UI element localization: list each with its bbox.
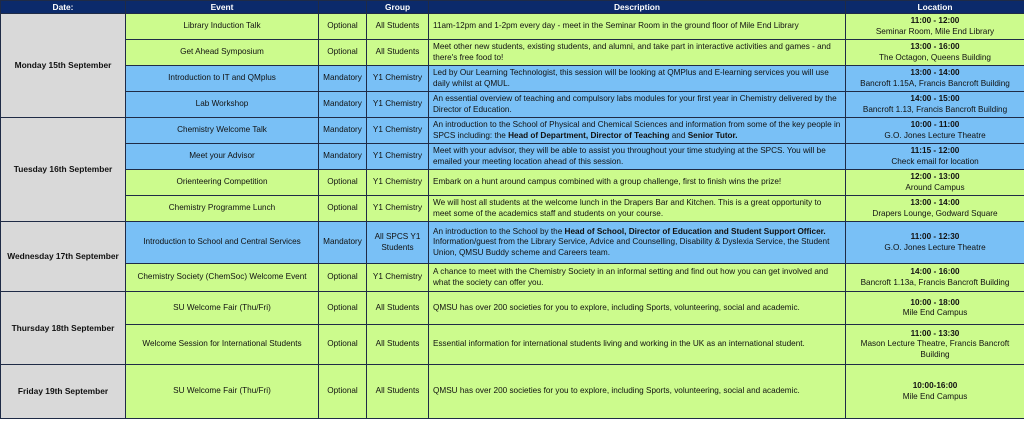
- requirement-cell: Mandatory: [319, 144, 367, 170]
- requirement-cell: Optional: [319, 40, 367, 66]
- table-row: [1, 325, 1024, 365]
- table-row: [1, 365, 1024, 419]
- event-cell: SU Welcome Fair (Thu/Fri): [126, 292, 319, 325]
- event-cell: Chemistry Welcome Talk: [126, 118, 319, 144]
- location-place: Bancroft 1.13, Francis Bancroft Building: [862, 104, 1008, 114]
- location-time: 12:00 - 13:00: [910, 172, 960, 182]
- description-cell: 11am-12pm and 1-2pm every day - meet in the Seminar Room in the ground floor of Mile End Library: [429, 14, 846, 40]
- location-cell: [846, 170, 1024, 196]
- event-cell: Chemistry Society (ChemSoc) Welcome Event: [126, 264, 319, 292]
- location-cell: [846, 264, 1024, 292]
- event-cell: Library Induction Talk: [126, 14, 319, 40]
- event-cell: SU Welcome Fair (Thu/Fri): [126, 365, 319, 419]
- group-cell: All Students: [367, 40, 429, 66]
- table-row: [1, 118, 1024, 144]
- group-cell: All Students: [367, 292, 429, 325]
- location-time: 10:00-16:00: [912, 381, 958, 391]
- location-time: 13:00 - 14:00: [910, 198, 960, 208]
- header-event: Event: [126, 1, 319, 14]
- group-cell: All SPCS Y1 Students: [367, 222, 429, 264]
- location-time: 11:00 - 12:30: [910, 232, 960, 242]
- location-place: Bancroft 1.15A, Francis Bancroft Building: [860, 78, 1010, 88]
- location-place: Seminar Room, Mile End Library: [875, 26, 995, 36]
- location-time: 13:00 - 14:00: [910, 68, 960, 78]
- requirement-cell: Mandatory: [319, 118, 367, 144]
- location-place: Mile End Campus: [902, 391, 968, 401]
- requirement-cell: Optional: [319, 264, 367, 292]
- header-row: [1, 1, 1024, 14]
- description-cell: QMSU has over 200 societies for you to explore, including Sports, volunteering, social and academic.: [429, 365, 846, 419]
- location-cell: [846, 196, 1024, 222]
- table-row: [1, 170, 1024, 196]
- date-cell: Monday 15th September: [1, 14, 126, 118]
- location-time: 13:00 - 16:00: [910, 42, 960, 52]
- description-cell: QMSU has over 200 societies for you to explore, including Sports, volunteering, social and academic.: [429, 292, 846, 325]
- description-cell: A chance to meet with the Chemistry Society in an informal setting and find out how you can get involved and what the society can offer you.: [429, 264, 846, 292]
- location-time: 11:00 - 12:00: [910, 16, 960, 26]
- location-time: 14:00 - 15:00: [910, 94, 960, 104]
- location-place: The Octagon, Queens Building: [879, 52, 991, 62]
- event-cell: Lab Workshop: [126, 92, 319, 118]
- location-cell: [846, 40, 1024, 66]
- location-time: 11:15 - 12:00: [910, 146, 960, 156]
- location-place: Mile End Campus: [902, 308, 968, 317]
- group-cell: Y1 Chemistry: [367, 264, 429, 292]
- description-cell: Led by Our Learning Technologist, this session will be looking at QMPlus and E-learning services you will use daily whilst at QMUL.: [429, 66, 846, 92]
- group-cell: Y1 Chemistry: [367, 118, 429, 144]
- event-cell: Chemistry Programme Lunch: [126, 196, 319, 222]
- location-place: G.O. Jones Lecture Theatre: [884, 130, 986, 140]
- location-place: Around Campus: [905, 182, 965, 192]
- requirement-cell: Optional: [319, 170, 367, 196]
- group-cell: All Students: [367, 365, 429, 419]
- location-cell: [846, 92, 1024, 118]
- group-cell: Y1 Chemistry: [367, 92, 429, 118]
- location-cell: [846, 365, 1024, 419]
- event-cell: Get Ahead Symposium: [126, 40, 319, 66]
- requirement-cell: Mandatory: [319, 92, 367, 118]
- location-cell: [846, 222, 1024, 264]
- description-cell: Meet with your advisor, they will be able to assist you throughout your time studying at the SPCS. You will be emailed your meeting location ahead of this session.: [429, 144, 846, 170]
- description-cell: An essential overview of teaching and compulsory labs modules for your first year in Chemistry delivered by the Director of Education.: [429, 92, 846, 118]
- location-cell: [846, 66, 1024, 92]
- location-cell: [846, 14, 1024, 40]
- group-cell: Y1 Chemistry: [367, 144, 429, 170]
- requirement-cell: Mandatory: [319, 222, 367, 264]
- event-cell: Introduction to School and Central Services: [126, 222, 319, 264]
- location-time: 10:00 - 18:00: [910, 297, 960, 307]
- table-row: [1, 196, 1024, 222]
- table-row: [1, 222, 1024, 264]
- requirement-cell: Optional: [319, 196, 367, 222]
- table-row: [1, 40, 1024, 66]
- location-place: G.O. Jones Lecture Theatre: [884, 242, 986, 252]
- location-time: 14:00 - 16:00: [910, 267, 960, 277]
- date-cell: Friday 19th September: [1, 365, 126, 419]
- location-place: Drapers Lounge, Godward Square: [872, 208, 998, 218]
- event-cell: Welcome Session for International Students: [126, 325, 319, 365]
- requirement-cell: Optional: [319, 14, 367, 40]
- table-row: [1, 92, 1024, 118]
- location-place: Mason Lecture Theatre, Francis Bancroft Building: [860, 339, 1010, 359]
- table-row: [1, 66, 1024, 92]
- requirement-cell: Optional: [319, 325, 367, 365]
- table-row: [1, 292, 1024, 325]
- location-place: Check email for location: [891, 156, 979, 166]
- date-cell: Thursday 18th September: [1, 292, 126, 365]
- header-requirement: [319, 1, 367, 14]
- location-place: Bancroft 1.13a, Francis Bancroft Building: [860, 277, 1010, 287]
- location-time: 10:00 - 11:00: [910, 120, 960, 130]
- header-date: Date:: [1, 1, 126, 14]
- location-cell: [846, 118, 1024, 144]
- table-row: [1, 14, 1024, 40]
- location-time: 11:00 - 13:30: [910, 329, 960, 339]
- location-cell: [846, 292, 1024, 325]
- group-cell: All Students: [367, 325, 429, 365]
- description-cell: Meet other new students, existing students, and alumni, and take part in interactive activities and games - and there's free food to!: [429, 40, 846, 66]
- requirement-cell: Optional: [319, 365, 367, 419]
- description-cell: Essential information for international students living and working in the UK as an international student.: [429, 325, 846, 365]
- requirement-cell: Mandatory: [319, 66, 367, 92]
- group-cell: All Students: [367, 14, 429, 40]
- date-cell: Tuesday 16th September: [1, 118, 126, 222]
- requirement-cell: Optional: [319, 292, 367, 325]
- event-cell: Orienteering Competition: [126, 170, 319, 196]
- date-cell: Wednesday 17th September: [1, 222, 126, 292]
- description-cell: Embark on a hunt around campus combined with a group challenge, first to finish wins the prize!: [429, 170, 846, 196]
- header-location: Location: [846, 1, 1024, 14]
- description-cell: An introduction to the School by the Head of School, Director of Education and Student Support Officer. Information/guest from the Library Service, Advice and Counselling, Disability & Dyslexia Service, the Student Union, QMSU Buddy scheme and Careers team.: [429, 222, 846, 264]
- event-cell: Introduction to IT and QMplus: [126, 66, 319, 92]
- group-cell: Y1 Chemistry: [367, 170, 429, 196]
- header-description: Description: [429, 1, 846, 14]
- header-group: Group: [367, 1, 429, 14]
- table-row: [1, 264, 1024, 292]
- table-row: [1, 144, 1024, 170]
- event-cell: Meet your Advisor: [126, 144, 319, 170]
- location-cell: [846, 325, 1024, 365]
- group-cell: Y1 Chemistry: [367, 66, 429, 92]
- description-cell: An introduction to the School of Physical and Chemical Sciences and information from some of the key people in SPCS including: the Head of Department, Director of Teaching and Senior Tutor.: [429, 118, 846, 144]
- location-cell: [846, 144, 1024, 170]
- description-cell: We will host all students at the welcome lunch in the Drapers Bar and Kitchen. This is a great opportunity to meet some of the academics staff and students on your course.: [429, 196, 846, 222]
- group-cell: Y1 Chemistry: [367, 196, 429, 222]
